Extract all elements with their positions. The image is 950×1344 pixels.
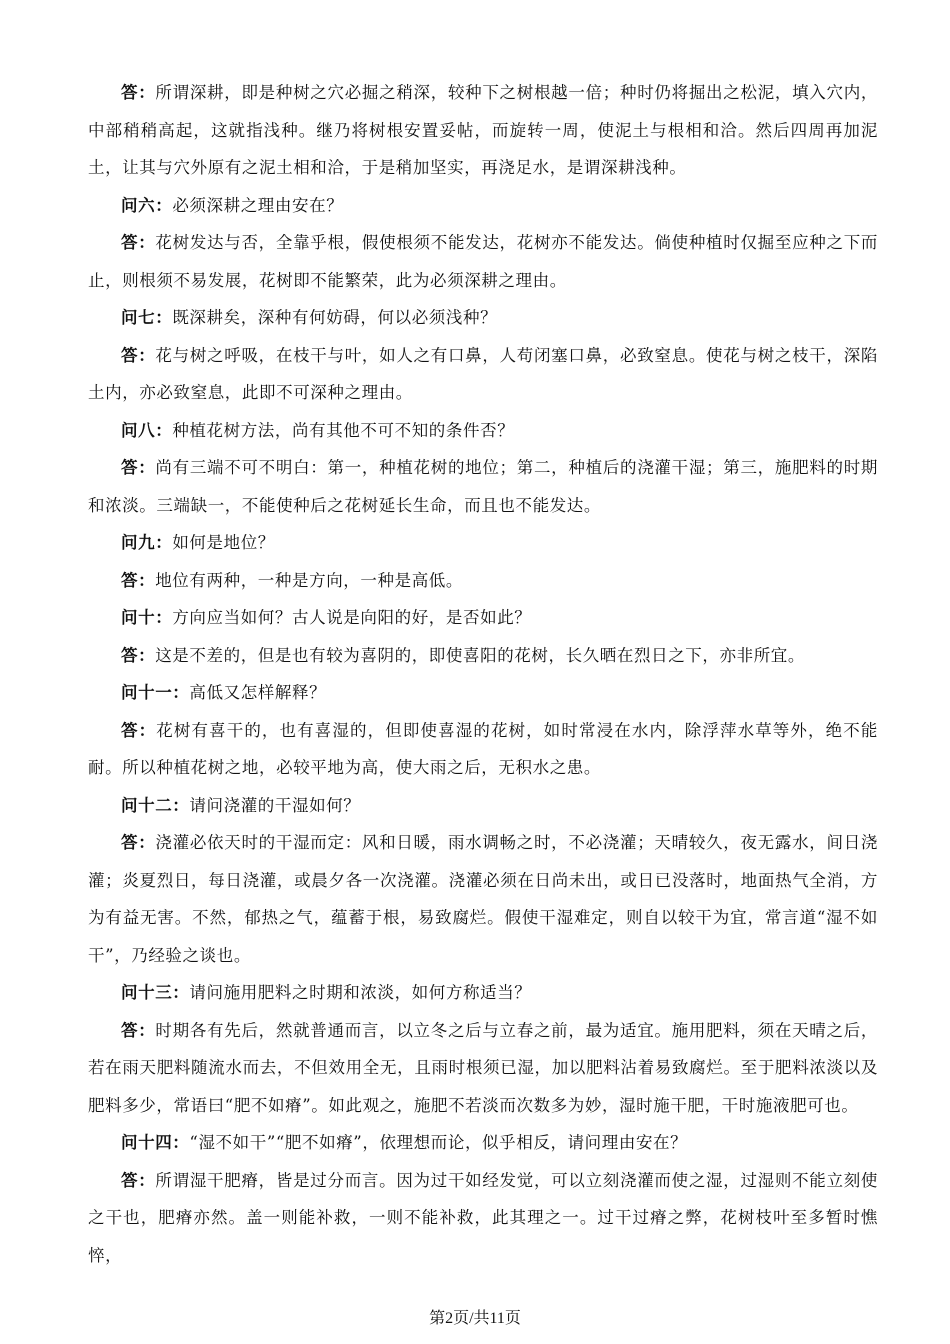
answer-text: 地位有两种，一种是方向，一种是高低。 — [155, 570, 464, 590]
question-text: 既深耕矣，深种有何妨碍，何以必须浅种？ — [172, 308, 498, 327]
question-label: 问九： — [121, 533, 173, 552]
answer-8-paragraph — [88, 449, 878, 524]
question-label: 问十四： — [121, 1133, 190, 1152]
question-11-paragraph — [88, 674, 878, 712]
question-text: 如何是地位？ — [172, 533, 275, 552]
question-text: 请问浇灌的干湿如何？ — [189, 795, 361, 815]
answer-label: 答： — [121, 645, 156, 665]
answer-label: 答： — [121, 570, 156, 590]
answer-label: 答： — [121, 233, 156, 252]
answer-label: 答： — [121, 1020, 156, 1040]
question-label: 问七： — [121, 308, 173, 327]
answer-13-paragraph — [88, 1012, 878, 1125]
answer-label: 答： — [121, 720, 157, 740]
answer-label: 答： — [121, 83, 156, 102]
answer-text: 所谓深耕，即是种树之穴必掘之稍深，较种下之树根越一倍；种时仍将掘出之松泥，填入穴内，中部稍稍高起，这就指浅种。继乃将树根安置妥帖，而旋转一周，使泥土与根相和洽。然后四周再加泥土，让其与穴外原有之泥土相和洽，于是稍加坚实，再浇足水，是谓深耕浅种。 — [88, 83, 879, 177]
answer-text: 浇灌必依天时的干湿而定：风和日暖，雨水调畅之时，不必浇灌；天晴较久，夜无露水，间日浇灌；炎夏烈日，每日浇灌，或晨夕各一次浇灌。浇灌必须在日尚未出，或日已没落时，地面热气全消，方为有益无害。不然，郁热之气，蕴蓄于根，易致腐烂。假使干湿难定，则自以较干为宜，常言道“湿不如干”，乃经验之谈也。 — [88, 833, 879, 965]
question-text: 请问施用肥料之时期和浓淡，如何方称适当？ — [189, 983, 532, 1002]
question-label: 问十二： — [121, 795, 190, 815]
answer-text: 所谓湿干肥瘠，皆是过分而言。因为过干如经发觉，可以立刻浇灌而使之湿，过湿则不能立刻使之干也，肥瘠亦然。盖一则能补救，一则不能补救，此其理之一。过干过瘠之弊，花树枝叶至多暂时憔悴， — [88, 1170, 879, 1265]
answer-label: 答： — [121, 1170, 156, 1190]
question-label: 问十一： — [121, 683, 190, 702]
answer-7-paragraph — [88, 337, 878, 412]
question-text: 种植花树方法，尚有其他不可不知的条件否？ — [172, 420, 515, 440]
question-text: 高低又怎样解释？ — [189, 683, 327, 702]
answer-12-paragraph — [88, 824, 878, 974]
document-body — [88, 0, 878, 1274]
question-label: 问十： — [121, 608, 173, 627]
question-12-paragraph — [88, 787, 878, 825]
answer-label: 答： — [121, 458, 156, 477]
answer-text: 花树有喜干的，也有喜湿的，但即使喜湿的花树，如时常浸在水内，除浮萍水草等外，绝不能耐。所以种植花树之地，必较平地为高，使大雨之后，无积水之患。 — [88, 720, 878, 777]
question-7-paragraph — [88, 299, 878, 337]
question-text: 方向应当如何？古人说是向阳的好，是否如此？ — [172, 608, 532, 627]
answer-text: 时期各有先后，然就普通而言，以立冬之后与立春之前，最为适宜。施用肥料，须在天晴之后，若在雨天肥料随流水而去，不但效用全无，且雨时根须已湿，加以肥料沾着易致腐烂。至于肥料浓淡以及肥料多少，常语曰“肥不如瘠”。如此观之，施肥不若淡而次数多为妙，湿时施干肥，干时施液肥可也。 — [88, 1020, 879, 1115]
question-label: 问八： — [121, 420, 173, 440]
answer-label: 答： — [121, 345, 156, 365]
answer-11-paragraph — [88, 712, 878, 787]
answer-text: 这是不差的，但是也有较为喜阴的，即使喜阳的花树，长久晒在烈日之下，亦非所宜。 — [155, 645, 806, 665]
question-text: “湿不如干”“肥不如瘠”，依理想而论，似乎相反，请问理由安在？ — [189, 1133, 688, 1152]
question-9-paragraph — [88, 524, 878, 562]
question-6-paragraph — [88, 187, 878, 225]
answer-9-paragraph — [88, 562, 878, 600]
answer-6-paragraph — [88, 224, 878, 299]
answer-10-paragraph — [88, 637, 878, 675]
answer-text: 尚有三端不可不明白：第一，种植花树的地位；第二，种植后的浇灌干湿；第三，施肥料的时期和浓淡。三端缺一，不能使种后之花树延长生命，而且也不能发达。 — [88, 458, 879, 515]
question-text: 必须深耕之理由安在？ — [172, 195, 344, 215]
question-label: 问六： — [121, 195, 173, 215]
question-14-paragraph — [88, 1124, 878, 1162]
answer-text: 花树发达与否，全靠乎根，假使根须不能发达，花树亦不能发达。倘使种植时仅掘至应种之下而止，则根须不易发展，花树即不能繁荣，此为必须深耕之理由。 — [88, 233, 879, 290]
answer-label: 答： — [121, 833, 156, 852]
page-number-footer: 第2页/共11页 — [429, 1310, 521, 1327]
answer-text: 花与树之呼吸，在枝干与叶，如人之有口鼻，人苟闭塞口鼻，必致窒息。使花与树之枝干，深陷土内，亦必致窒息，此即不可深种之理由。 — [88, 345, 879, 402]
question-10-paragraph — [88, 599, 878, 637]
question-label: 问十三： — [121, 983, 190, 1002]
answer-14-paragraph — [88, 1162, 878, 1275]
question-8-paragraph — [88, 412, 878, 450]
answer-5-paragraph — [88, 74, 878, 187]
question-13-paragraph — [88, 974, 878, 1012]
